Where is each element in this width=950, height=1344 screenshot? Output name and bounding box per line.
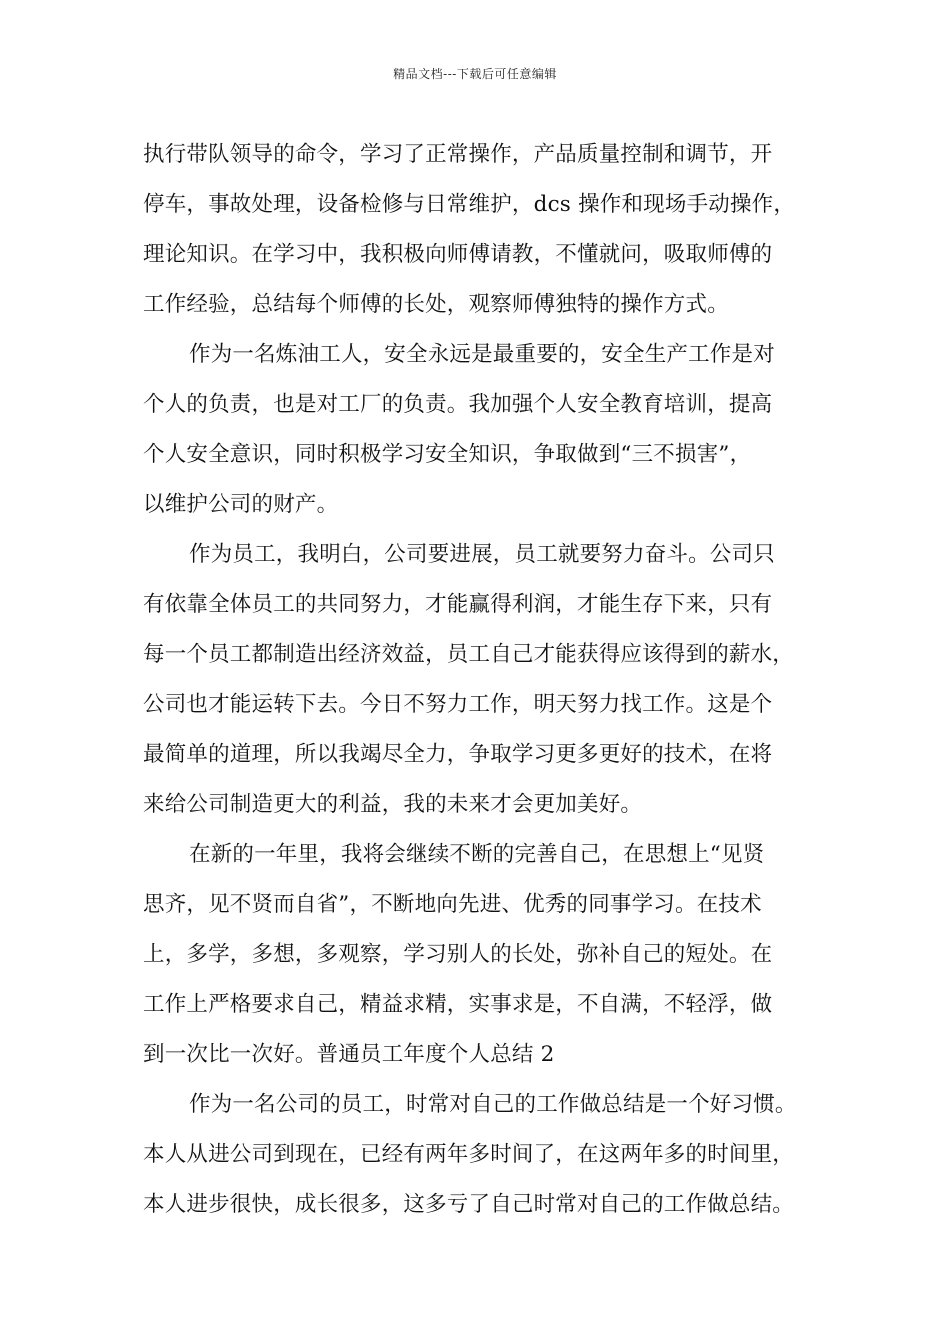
document-body (143, 130, 823, 1230)
paragraph-first-line: 在新的一年里，我将会继续不断的完善自己，在思想上“见贤 (189, 842, 765, 867)
text-line: 停车，事故处理，设备检修与日常维护，dcs 操作和现场手动操作， (143, 192, 796, 217)
text-line: 到一次比一次好。普通员工年度个人总结 2 (143, 1042, 555, 1067)
text-line: 思齐，见不贤而自省”，不断地向先进、优秀的同事学习。在技术 (143, 892, 762, 917)
text-line: 个人安全意识，同时积极学习安全知识，争取做到“三不损害”， (143, 442, 752, 467)
text-line: 理论知识。在学习中，我积极向师傅请教，不懂就问，吸取师傅的 (143, 242, 773, 267)
text-line: 工作上严格要求自己，精益求精，实事求是，不自满，不轻浮，做 (143, 992, 773, 1017)
text-line: 本人进步很快，成长很多，这多亏了自己时常对自己的工作做总结。 (143, 1192, 795, 1217)
text-line: 以维护公司的财产。 (143, 492, 339, 517)
page-header: 精品文档---下载后可任意编辑 (393, 67, 557, 81)
text-line: 最简单的道理，所以我竭尽全力，争取学习更多更好的技术，在将 (143, 742, 773, 767)
text-line: 工作经验，总结每个师傅的长处，观察师傅独特的操作方式。 (143, 292, 729, 317)
text-line: 上，多学，多想，多观察，学习别人的长处，弥补自己的短处。在 (143, 942, 773, 967)
text-line: 公司也才能运转下去。今日不努力工作，明天努力找工作。这是个 (143, 692, 773, 717)
paragraph-first-line: 作为员工，我明白，公司要进展，员工就要努力奋斗。公司只 (189, 542, 775, 567)
text-line: 有依靠全体员工的共同努力，才能赢得利润，才能生存下来，只有 (143, 592, 773, 617)
text-line: 本人从进公司到现在，已经有两年多时间了，在这两年多的时间里， (143, 1142, 795, 1167)
text-line: 个人的负责，也是对工厂的负责。我加强个人安全教育培训，提高 (143, 392, 773, 417)
paragraph-first-line: 作为一名炼油工人，安全永远是最重要的，安全生产工作是对 (189, 342, 775, 367)
text-line: 执行带队领导的命令，学习了正常操作，产品质量控制和调节，开 (143, 142, 773, 167)
paragraph-first-line: 作为一名公司的员工，时常对自己的工作做总结是一个好习惯。 (189, 1092, 797, 1117)
text-line: 来给公司制造更大的利益，我的未来才会更加美好。 (143, 792, 643, 817)
text-line: 每一个员工都制造出经济效益，员工自己才能获得应该得到的薪水， (143, 642, 795, 667)
